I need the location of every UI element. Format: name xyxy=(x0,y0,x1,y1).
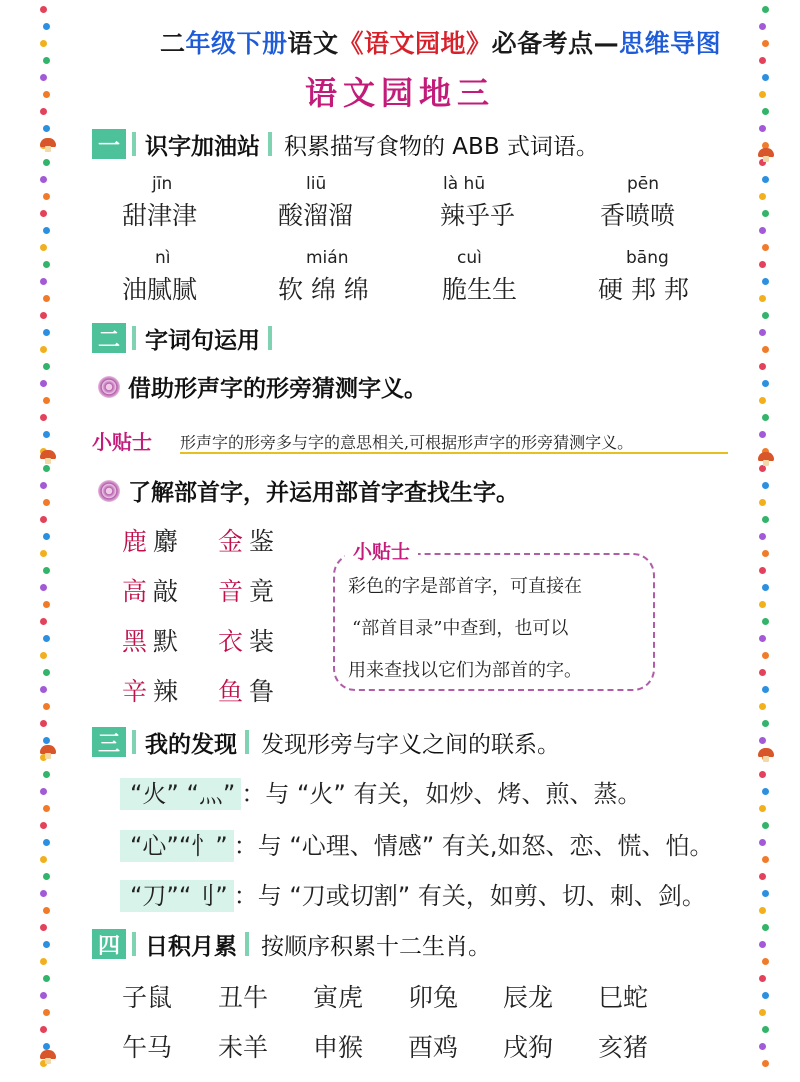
zodiac-item: 亥猪 xyxy=(598,1033,649,1062)
border-dot xyxy=(43,193,50,200)
border-dot xyxy=(762,1026,769,1033)
derived-char: 默 xyxy=(153,627,179,656)
spiral-bullet-icon xyxy=(98,376,120,398)
border-dot xyxy=(762,958,769,965)
border-dot xyxy=(759,363,766,370)
border-dot xyxy=(759,941,766,948)
border-dot xyxy=(759,737,766,744)
tip-2-line: 用来查找以它们为部首的字。 xyxy=(348,660,582,681)
derived-char: 装 xyxy=(249,627,275,656)
border-dot xyxy=(43,737,50,744)
radical-pair xyxy=(122,522,178,558)
radical-char: 音 xyxy=(218,577,244,606)
border-dot xyxy=(43,329,50,336)
title-part-1: 二 xyxy=(160,29,186,58)
border-dot xyxy=(762,380,769,387)
right-dot-border xyxy=(757,0,771,1082)
divider-bar xyxy=(132,326,136,350)
border-dot xyxy=(43,295,50,302)
border-dot xyxy=(759,703,766,710)
word-pinyin: pēn xyxy=(627,174,660,194)
word-pinyin: cuì xyxy=(457,248,482,268)
border-dot xyxy=(762,1060,769,1067)
border-dot xyxy=(40,482,47,489)
border-dot xyxy=(40,40,47,47)
border-dot xyxy=(43,1043,50,1050)
zodiac-item: 戌狗 xyxy=(503,1033,554,1062)
point-1-text: 借助形声字的形旁猜测字义。 xyxy=(128,376,427,402)
mushroom-icon xyxy=(40,1050,56,1064)
border-dot xyxy=(43,159,50,166)
spiral-bullet-icon xyxy=(98,480,120,502)
radical-char: 黑 xyxy=(122,627,148,656)
border-dot xyxy=(759,567,766,574)
mushroom-icon xyxy=(758,452,774,466)
border-dot xyxy=(43,363,50,370)
tip-1-text: 形声字的形旁多与字的意思相关,可根据形声字的形旁猜测字义。 xyxy=(180,433,634,452)
radical-char: 高 xyxy=(122,577,148,606)
tip-1-badge: 小贴士 xyxy=(92,430,152,454)
border-dot xyxy=(762,210,769,217)
radical-char: 鹿 xyxy=(122,527,148,556)
mushroom-icon xyxy=(40,450,56,464)
section-3-desc: 发现形旁与字义之间的联系。 xyxy=(261,731,560,758)
border-dot xyxy=(43,839,50,846)
word-pinyin: bāng xyxy=(626,248,669,268)
word-pinyin: jīn xyxy=(152,174,173,194)
border-dot xyxy=(762,890,769,897)
section-4-number: 四 xyxy=(92,929,126,959)
title-part-6: 思维导图 xyxy=(619,29,722,58)
border-dot xyxy=(759,533,766,540)
border-dot xyxy=(762,584,769,591)
border-dot xyxy=(43,125,50,132)
border-dot xyxy=(43,1009,50,1016)
title-part-3: 语文 xyxy=(287,29,339,58)
zodiac-item: 子鼠 xyxy=(122,983,173,1012)
radical-char: 衣 xyxy=(218,627,244,656)
divider-bar xyxy=(268,326,272,350)
border-dot xyxy=(43,465,50,472)
section-1-name: 识字加油站 xyxy=(145,133,260,160)
border-dot xyxy=(759,431,766,438)
section-3-name: 我的发现 xyxy=(145,731,237,758)
page-title xyxy=(160,24,721,60)
border-dot xyxy=(43,227,50,234)
border-dot xyxy=(759,193,766,200)
word-item: 脆生生 xyxy=(442,275,518,304)
border-dot xyxy=(40,856,47,863)
divider-bar xyxy=(132,932,136,956)
word-item: 硬 邦 邦 xyxy=(598,275,689,304)
border-dot xyxy=(43,805,50,812)
border-dot xyxy=(762,788,769,795)
derived-char: 敲 xyxy=(153,577,179,606)
border-dot xyxy=(759,635,766,642)
word-pinyin: nì xyxy=(155,248,171,268)
point-1 xyxy=(98,370,427,403)
border-dot xyxy=(40,924,47,931)
title-part-5: 必备考点— xyxy=(491,29,620,58)
border-dot xyxy=(43,499,50,506)
border-dot xyxy=(40,550,47,557)
border-dot xyxy=(762,346,769,353)
radical-pair xyxy=(122,572,178,608)
border-dot xyxy=(759,873,766,880)
border-dot xyxy=(43,635,50,642)
border-dot xyxy=(40,312,47,319)
border-dot xyxy=(40,414,47,421)
border-dot xyxy=(759,57,766,64)
border-dot xyxy=(43,57,50,64)
border-dot xyxy=(40,584,47,591)
border-dot xyxy=(759,805,766,812)
word-item: 酸溜溜 xyxy=(278,201,354,230)
border-dot xyxy=(762,822,769,829)
tip-1-underline xyxy=(180,452,728,454)
discovery-row xyxy=(120,774,642,809)
derived-char: 辣 xyxy=(153,677,179,706)
border-dot xyxy=(40,720,47,727)
border-dot xyxy=(43,23,50,30)
discovery-colon: ： xyxy=(233,832,258,860)
border-dot xyxy=(759,1009,766,1016)
border-dot xyxy=(43,703,50,710)
border-dot xyxy=(762,176,769,183)
border-dot xyxy=(759,23,766,30)
border-dot xyxy=(40,958,47,965)
border-dot xyxy=(759,975,766,982)
divider-bar xyxy=(245,730,249,754)
title-part-2: 年级下册 xyxy=(185,29,288,58)
discovery-text: 与 “心理、情感” 有关,如怒、恋、慌、怕。 xyxy=(257,832,714,860)
border-dot xyxy=(762,720,769,727)
border-dot xyxy=(40,278,47,285)
point-2-text: 了解部首字，并运用部首字查找生字。 xyxy=(128,480,519,506)
border-dot xyxy=(759,499,766,506)
mushroom-icon xyxy=(40,745,56,759)
border-dot xyxy=(759,397,766,404)
border-dot xyxy=(759,1043,766,1050)
discovery-key: “刀”“刂” xyxy=(120,880,234,912)
border-dot xyxy=(762,6,769,13)
border-dot xyxy=(43,431,50,438)
section-2-header xyxy=(92,322,284,354)
border-dot xyxy=(759,329,766,336)
border-dot xyxy=(43,907,50,914)
derived-char: 竟 xyxy=(249,577,275,606)
discovery-text: 与 “火” 有关，如炒、烤、煎、蒸。 xyxy=(265,780,642,808)
border-dot xyxy=(762,278,769,285)
word-item: 甜津津 xyxy=(122,201,198,230)
discovery-colon: ： xyxy=(233,882,258,910)
border-dot xyxy=(759,907,766,914)
border-dot xyxy=(43,873,50,880)
zodiac-item: 未羊 xyxy=(218,1033,269,1062)
border-dot xyxy=(759,261,766,268)
border-dot xyxy=(40,686,47,693)
border-dot xyxy=(40,380,47,387)
border-dot xyxy=(762,516,769,523)
point-2 xyxy=(98,474,519,507)
radical-pair xyxy=(218,572,274,608)
radical-char: 鱼 xyxy=(218,677,244,706)
section-3-header xyxy=(92,726,560,758)
border-dot xyxy=(43,533,50,540)
radical-pair xyxy=(218,672,274,708)
border-dot xyxy=(40,788,47,795)
border-dot xyxy=(759,839,766,846)
divider-bar xyxy=(132,730,136,754)
discovery-row xyxy=(120,876,706,911)
border-dot xyxy=(43,975,50,982)
border-dot xyxy=(43,669,50,676)
discovery-key: “心”“忄” xyxy=(120,830,234,862)
section-1-desc: 积累描写食物的 ABB 式词语。 xyxy=(284,133,599,160)
border-dot xyxy=(40,652,47,659)
tip-2-line: 彩色的字是部首字，可直接在 xyxy=(348,576,582,597)
derived-char: 鉴 xyxy=(249,527,275,556)
border-dot xyxy=(40,822,47,829)
border-dot xyxy=(759,669,766,676)
zodiac-item: 午马 xyxy=(122,1033,173,1062)
border-dot xyxy=(762,312,769,319)
radical-char: 辛 xyxy=(122,677,148,706)
section-1-number: 一 xyxy=(92,129,126,159)
border-dot xyxy=(762,856,769,863)
mushroom-icon xyxy=(758,748,774,762)
word-pinyin: là hū xyxy=(443,174,486,194)
section-2-name: 字词句运用 xyxy=(145,327,260,354)
radical-pair xyxy=(122,672,178,708)
page-subtitle: 语文园地三 xyxy=(304,74,495,112)
section-3-number: 三 xyxy=(92,727,126,757)
word-pinyin: liū xyxy=(306,174,327,194)
radical-char: 金 xyxy=(218,527,244,556)
section-4-header xyxy=(92,928,491,960)
divider-bar xyxy=(132,132,136,156)
mushroom-icon xyxy=(40,138,56,152)
border-dot xyxy=(40,618,47,625)
derived-char: 麝 xyxy=(153,527,179,556)
border-dot xyxy=(759,465,766,472)
border-dot xyxy=(762,244,769,251)
discovery-colon: ： xyxy=(241,780,266,808)
zodiac-item: 卯兔 xyxy=(408,983,459,1012)
border-dot xyxy=(43,771,50,778)
border-dot xyxy=(43,261,50,268)
border-dot xyxy=(759,295,766,302)
section-2-number: 二 xyxy=(92,323,126,353)
left-dot-border xyxy=(38,0,52,1082)
border-dot xyxy=(40,992,47,999)
divider-bar xyxy=(268,132,272,156)
border-dot xyxy=(759,771,766,778)
border-dot xyxy=(40,346,47,353)
discovery-text: 与 “刀或切割” 有关，如剪、切、刺、剑。 xyxy=(257,882,706,910)
border-dot xyxy=(40,516,47,523)
section-4-name: 日积月累 xyxy=(145,933,237,960)
border-dot xyxy=(43,397,50,404)
border-dot xyxy=(762,618,769,625)
border-dot xyxy=(43,601,50,608)
border-dot xyxy=(759,601,766,608)
border-dot xyxy=(762,992,769,999)
section-4-desc: 按顺序积累十二生肖。 xyxy=(261,933,491,960)
border-dot xyxy=(762,924,769,931)
border-dot xyxy=(43,941,50,948)
border-dot xyxy=(762,414,769,421)
border-dot xyxy=(762,550,769,557)
word-item: 香喷喷 xyxy=(600,201,676,230)
zodiac-item: 丑牛 xyxy=(218,983,269,1012)
border-dot xyxy=(40,890,47,897)
tip-2-badge: 小贴士 xyxy=(345,537,418,564)
derived-char: 鲁 xyxy=(249,677,275,706)
zodiac-item: 寅虎 xyxy=(313,983,364,1012)
mushroom-icon xyxy=(758,148,774,162)
border-dot xyxy=(759,125,766,132)
radical-pair xyxy=(218,622,274,658)
zodiac-item: 酉鸡 xyxy=(408,1033,459,1062)
border-dot xyxy=(40,244,47,251)
word-item: 辣乎乎 xyxy=(440,201,516,230)
border-dot xyxy=(762,482,769,489)
divider-bar xyxy=(245,932,249,956)
border-dot xyxy=(762,652,769,659)
section-1-header xyxy=(92,128,599,160)
border-dot xyxy=(43,567,50,574)
radical-pair xyxy=(218,522,274,558)
border-dot xyxy=(40,176,47,183)
border-dot xyxy=(40,210,47,217)
border-dot xyxy=(40,1026,47,1033)
word-pinyin: mián xyxy=(306,248,349,268)
border-dot xyxy=(762,686,769,693)
zodiac-item: 巳蛇 xyxy=(598,983,649,1012)
title-part-4: 《语文园地》 xyxy=(338,29,492,58)
tip-2-line: “部首目录”中查到，也可以 xyxy=(352,618,569,639)
radical-pair xyxy=(122,622,178,658)
border-dot xyxy=(762,40,769,47)
zodiac-item: 辰龙 xyxy=(503,983,554,1012)
border-dot xyxy=(40,6,47,13)
word-item: 油腻腻 xyxy=(122,275,198,304)
word-item: 软 绵 绵 xyxy=(278,275,369,304)
discovery-row xyxy=(120,826,714,861)
zodiac-item: 申猴 xyxy=(313,1033,364,1062)
border-dot xyxy=(759,227,766,234)
discovery-key: “火” “灬” xyxy=(120,778,241,810)
